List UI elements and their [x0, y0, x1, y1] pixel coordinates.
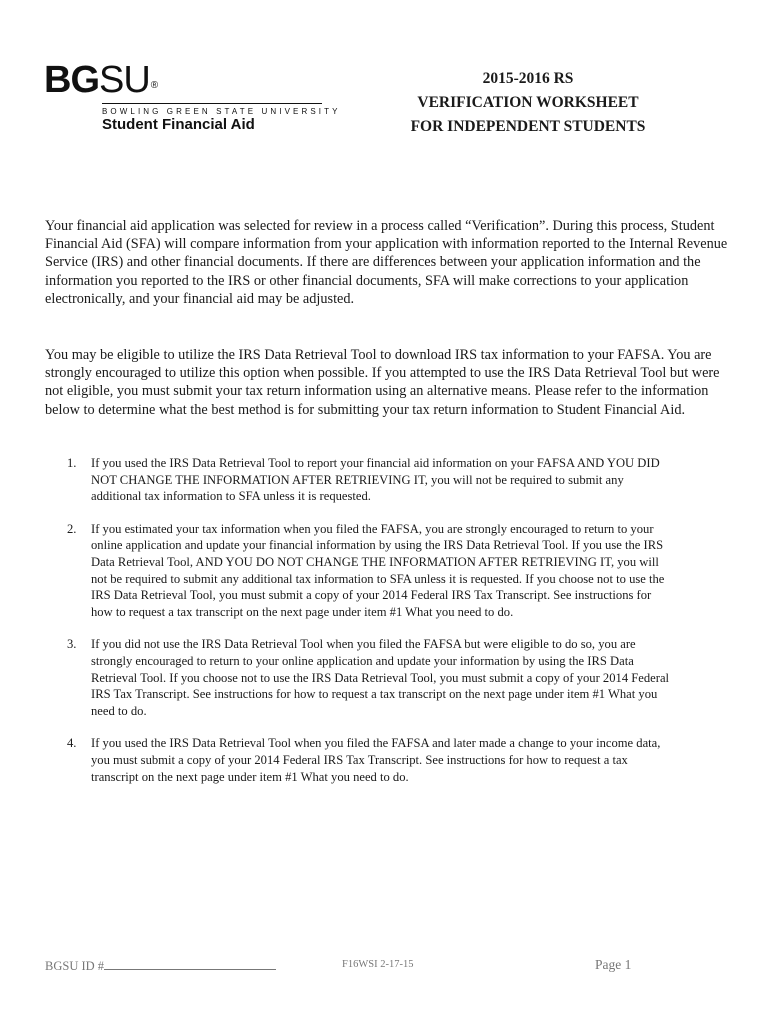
- department-name: Student Financial Aid: [102, 116, 255, 133]
- list-item-number: 3.: [67, 637, 77, 652]
- worksheet-title: [388, 67, 668, 139]
- title-line-1: 2015-2016 RS: [482, 70, 574, 87]
- list-item: [45, 735, 675, 785]
- page-number: Page 1: [595, 957, 632, 972]
- list-item-number: 4.: [67, 736, 77, 751]
- bgsu-logo: [44, 59, 341, 133]
- logo-divider: [102, 103, 322, 104]
- list-item: [45, 636, 675, 719]
- bgsu-id-field: [45, 957, 276, 974]
- bgsu-id-blank[interactable]: [104, 957, 276, 970]
- list-item-number: 2.: [67, 521, 77, 536]
- instruction-list: [45, 455, 675, 801]
- logo-mark: BGSU®: [44, 59, 159, 101]
- university-name: BOWLING GREEN STATE UNIVERSITY: [102, 107, 341, 116]
- list-item-number: 1.: [67, 456, 77, 470]
- title-line-3: FOR INDEPENDENT STUDENTS: [410, 118, 646, 135]
- form-code: F16WSI 2-17-15: [342, 959, 414, 970]
- list-item: [45, 521, 675, 621]
- drt-paragraph: You may be eligible to utilize the IRS Data Retrieval Tool to download IRS tax information to your FAFSA. You are strongly encouraged to utilize this option when possible. If you attempted to use the IRS Data Retrieval Tool but were not eligible, you must submit your tax return information using an alternative means. Please refer to the information below to determine what the best method is for submitting your tax return information to Student Financial Aid.: [45, 347, 720, 418]
- list-item-text: If you used the IRS Data Retrieval Tool when you filed the FAFSA and later made a change to your income data, you must submit a copy of your 2014 Federal IRS Tax Transcript. See instructions for how to request a tax transcript on the next page under item #1 What you need to do.: [91, 736, 661, 784]
- intro-paragraph: Your financial aid application was selected for review in a process called “Verification”. During this process, Student Financial Aid (SFA) will compare information from your application with information reported to the Internal Revenue Service (IRS) and other financial documents. If there are differences between your application information and the information you reported to the IRS or other financial documents, SFA will make corrections to your application electronically, and your financial aid may be adjusted.: [45, 218, 728, 307]
- title-line-2: VERIFICATION WORKSHEET: [417, 94, 639, 111]
- list-item-text: If you did not use the IRS Data Retrieval Tool when you filed the FAFSA but were eligible to do so, you are strongly encouraged to return to your online application and update your information by using the IRS Data Retrieval Tool. If you choose not to use the IRS Data Retrieval Tool, you must submit a copy of your 2014 Federal IRS Tax Transcript. See instructions for how to request a tax transcript on the next page under item #1 What you need to do.: [91, 637, 670, 718]
- bgsu-id-label: BGSU ID #: [45, 959, 105, 973]
- list-item-text: If you used the IRS Data Retrieval Tool to report your financial aid information on your FAFSA AND YOU DID NOT CHANGE THE INFORMATION AFTER RETRIEVING IT, you will not be required to submit any additional tax information to SFA unless it is requested.: [91, 456, 660, 504]
- list-item: [45, 455, 675, 505]
- list-item-text: If you estimated your tax information when you filed the FAFSA, you are strongly encouraged to return to your online application and update your financial information by using the IRS Data Retrieval Tool. If you use the IRS Data Retrieval Tool, AND YOU DO NOT CHANGE THE INFORMATION AFTER RETRIEVING IT, you will not be required to submit any additional tax information to SFA unless it is requested. If you choose not to use the IRS Data Retrieval Tool, you must submit a copy of your 2014 Federal IRS Tax Transcript. See instructions for how to request a tax transcript on the next page under item #1 What you need to do.: [91, 521, 665, 619]
